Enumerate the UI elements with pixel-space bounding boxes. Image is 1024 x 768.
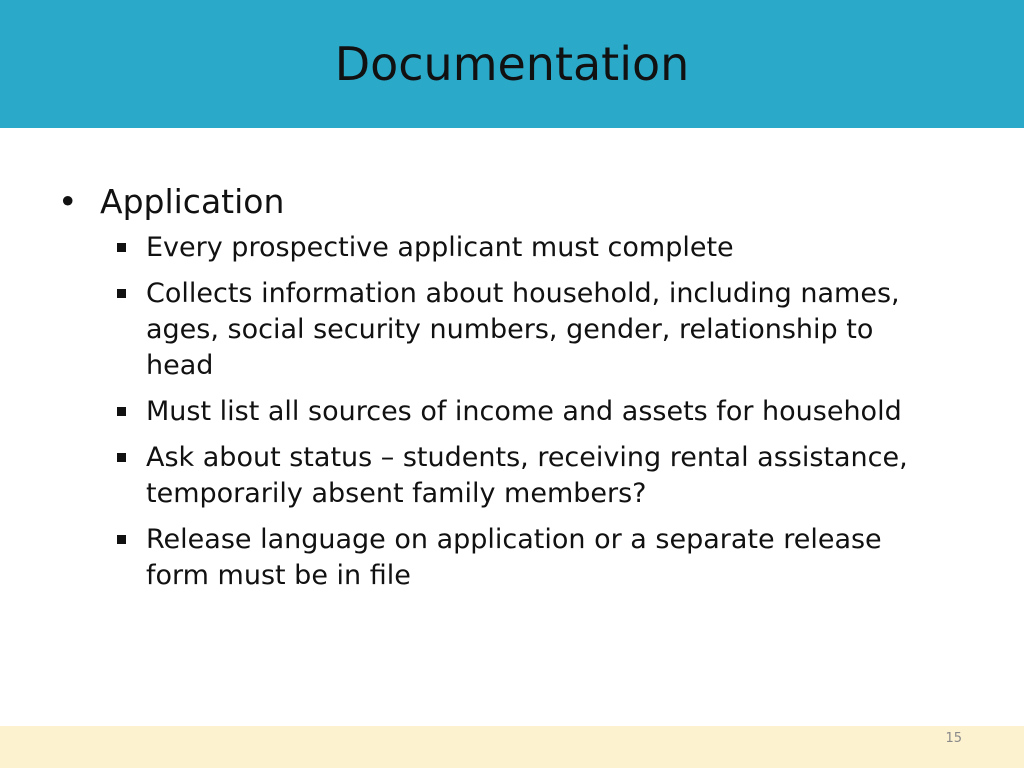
bullet-dot-icon: • bbox=[58, 182, 78, 221]
square-bullet-icon bbox=[117, 535, 126, 544]
bullet-label: Application bbox=[100, 182, 285, 221]
bullet-item bbox=[58, 180, 958, 224]
title-bar bbox=[0, 0, 1024, 128]
sub-bullet-list bbox=[58, 230, 958, 594]
page-number: 15 bbox=[945, 731, 962, 746]
square-bullet-icon bbox=[117, 453, 126, 462]
slide-title: Documentation bbox=[334, 37, 690, 91]
sub-bullet-item bbox=[146, 230, 916, 266]
sub-bullet-text: Every prospective applicant must complete bbox=[146, 232, 734, 263]
square-bullet-icon bbox=[117, 243, 126, 252]
footer-bar bbox=[0, 726, 1024, 768]
sub-bullet-item bbox=[146, 522, 916, 594]
sub-bullet-text: Release language on application or a separate release form must be in file bbox=[146, 524, 882, 591]
square-bullet-icon bbox=[117, 407, 126, 416]
sub-bullet-item bbox=[146, 440, 916, 512]
sub-bullet-text: Collects information about household, including names, ages, social security numbers, gender, relationship to head bbox=[146, 278, 900, 381]
sub-bullet-text: Ask about status – students, receiving rental assistance, temporarily absent family members? bbox=[146, 442, 908, 509]
sub-bullet-text: Must list all sources of income and assets for household bbox=[146, 396, 902, 427]
sub-bullet-item bbox=[146, 394, 916, 430]
slide-content bbox=[58, 180, 958, 604]
sub-bullet-item bbox=[146, 276, 916, 384]
square-bullet-icon bbox=[117, 289, 126, 298]
